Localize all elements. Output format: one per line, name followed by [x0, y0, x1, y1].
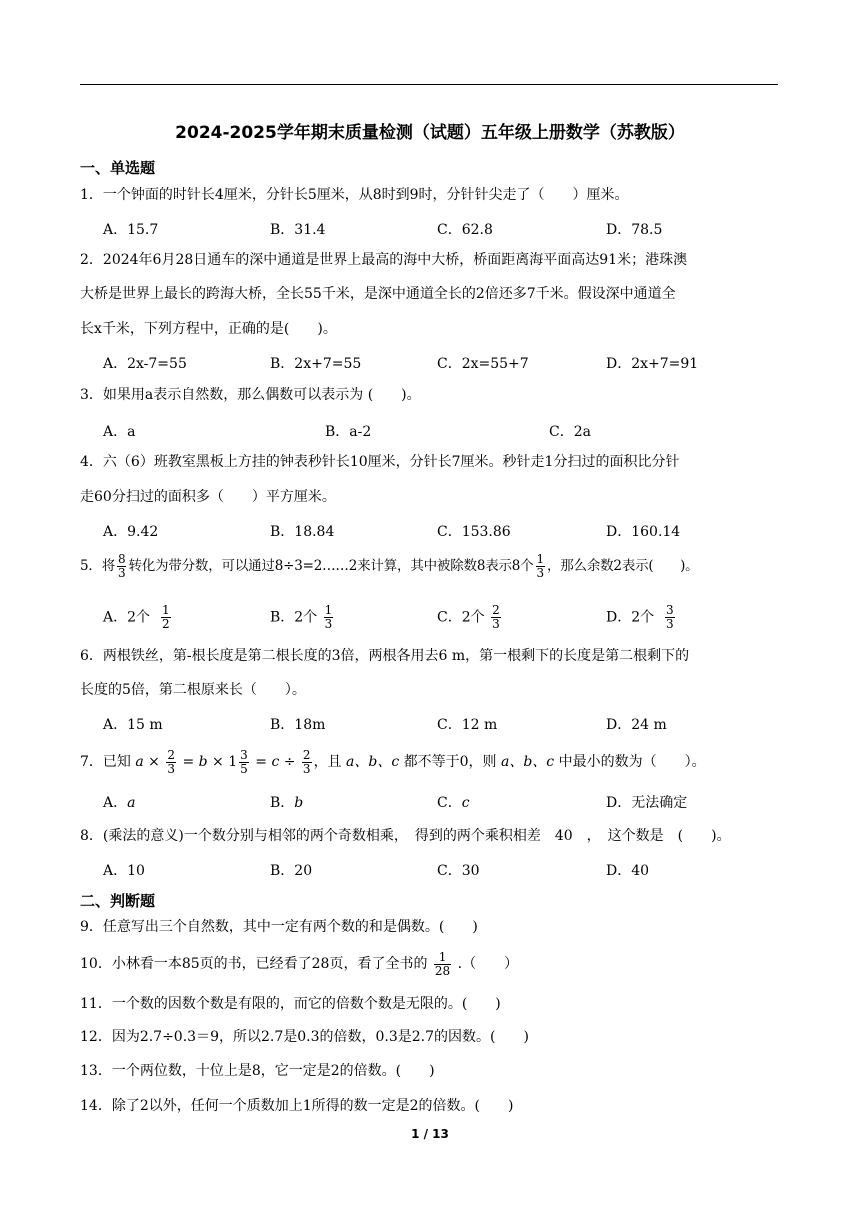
question-2-line-1: 2．2024年6月28日通车的深中通道是世界上最高的海中大桥，桥面距离海平面高达91米；港珠澳: [80, 252, 688, 268]
fraction-1-3: $\frac{1}{3}$: [536, 552, 544, 580]
question-7-options: [103, 792, 783, 816]
question-2-options: [103, 353, 783, 377]
question-6-line-2: 长度的5倍，第二根原来长（ ）。: [80, 682, 306, 698]
question-4-options: [103, 521, 783, 545]
option-b: B．a-2: [325, 424, 372, 440]
option-d: D．2个 $\frac{3}{3}$: [606, 603, 674, 631]
section-heading-single-choice: 一、单选题: [80, 159, 156, 177]
option-a: A．a: [103, 424, 136, 440]
question-13: 13．一个两位数，十位上是8，它一定是2的倍数。( ): [80, 1063, 435, 1079]
fraction-8-3: $\frac{8}{3}$: [118, 552, 126, 580]
question-6-options: [103, 714, 783, 738]
question-14: 14．除了2以外，任何一个质数加上1所得的数一定是2的倍数。( ): [80, 1098, 514, 1114]
option-b: B．2x+7=55: [270, 356, 362, 372]
question-6-line-1: 6．两根铁丝，第-根长度是第二根长度的3倍，两根各用去6 m，第一根剩下的长度是第二根剩下的: [80, 648, 690, 664]
option-a: A．2x-7=55: [103, 356, 187, 372]
question-12: 12．因为2.7÷0.3＝9，所以2.7是0.3的倍数，0.3是2.7的因数。( ): [80, 1029, 529, 1045]
option-a: A．15.7: [103, 222, 159, 238]
option-d: D．无法确定: [606, 795, 688, 811]
option-c: C．2个 $\frac{2}{3}$: [437, 603, 500, 631]
fraction-1-28: $\frac{1}{28}$: [434, 949, 451, 978]
header-rule: [80, 84, 778, 85]
option-c: C．30: [437, 863, 480, 879]
option-b: B．b: [270, 795, 304, 811]
option-a: A．9.42: [103, 524, 159, 540]
question-8: 8．(乘法的意义)一个数分别与相邻的两个奇数相乘， 得到的两个乘积相差 40 ， 这个数是 ( )。: [80, 828, 731, 844]
question-8-options: [103, 860, 783, 884]
question-11: 11．一个数的因数个数是有限的，而它的倍数个数是无限的。( ): [80, 996, 501, 1012]
question-3: 3．如果用a表示自然数，那么偶数可以表示为 ( )。: [80, 387, 421, 403]
option-b: B．20: [270, 863, 313, 879]
question-3-options: [103, 421, 783, 445]
question-1-options: [103, 219, 783, 243]
page-title: 2024-2025学年期末质量检测（试题）五年级上册数学（苏教版）: [175, 123, 685, 143]
option-d: D．160.14: [606, 524, 681, 540]
question-4-line-2: 走60分扫过的面积多（ ）平方厘米。: [80, 489, 336, 505]
option-b: B．31.4: [270, 222, 326, 238]
option-c: C．2a: [549, 424, 591, 440]
option-b: B．18.84: [270, 524, 335, 540]
option-d: D．78.5: [606, 222, 663, 238]
option-a: A．10: [103, 863, 145, 879]
option-d: D．2x+7=91: [606, 356, 699, 372]
option-c: C．12 m: [437, 717, 498, 733]
option-c: C．2x=55+7: [437, 356, 529, 372]
option-c: C．153.86: [437, 524, 511, 540]
question-2-line-2: 大桥是世界上最长的跨海大桥，全长55千米，是深中通道全长的2倍还多7千米。假设深中通道全: [80, 286, 676, 302]
question-5: 5．将 $\frac{8}{3}$ 转化为带分数，可以通过8÷3=2……2来计算，其中被除数8表示8个 $\frac{1}{3}$ ，那么余数2表示( )。: [80, 552, 699, 580]
question-2-line-3: 长x千米，下列方程中，正确的是( )。: [80, 321, 337, 337]
question-10: 10．小林看一本85页的书，已经看了28页，看了全书的 $\frac{1}{28}$ .（ ）: [80, 949, 519, 978]
option-d: D．40: [606, 863, 650, 879]
page-number: 1 / 13: [411, 1127, 449, 1141]
option-a: A．15 m: [103, 717, 163, 733]
option-a: A．2个 $\frac{1}{2}$: [103, 603, 170, 631]
option-b: B．2个 $\frac{1}{3}$: [270, 603, 333, 631]
option-d: D．24 m: [606, 717, 667, 733]
question-5-options: [103, 604, 783, 634]
section-heading-true-false: 二、判断题: [80, 892, 156, 910]
question-1: 1．一个钟面的时针长4厘米，分针长5厘米，从8时到9时，分针针尖走了（ ）厘米。: [80, 187, 629, 203]
question-9: 9．任意写出三个自然数，其中一定有两个数的和是偶数。( ): [80, 919, 478, 935]
option-a: A．a: [103, 795, 136, 811]
option-c: C．c: [437, 795, 470, 811]
question-7: 7．已知 a × $\frac{2}{3}$ = b × 1 $\frac{3}{5}$ = c ÷ $\frac{2}{3}$ ，且 a、b、c 都不等于0，则 a、b、c 中最小的数为（ ）。: [80, 747, 706, 776]
question-4-line-1: 4．六（6）班教室黑板上方挂的钟表秒针长10厘米，分针长7厘米。秒针走1分扫过的面积比分针: [80, 454, 680, 470]
option-b: B．18m: [270, 717, 326, 733]
option-c: C．62.8: [437, 222, 493, 238]
